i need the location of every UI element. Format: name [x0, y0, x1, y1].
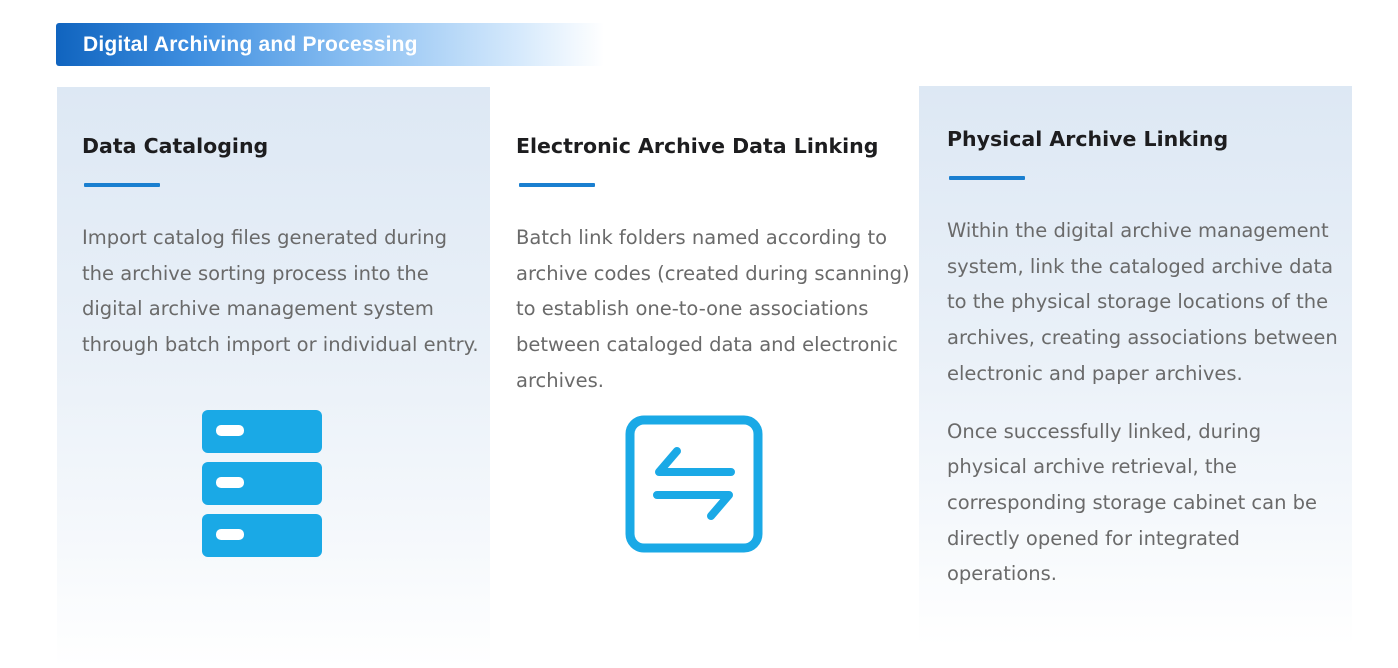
card-paragraph: Within the digital archive management system, link the cataloged archive data to the physical storage locations of the archives, creating associations between electronic and paper archives.	[947, 219, 1338, 385]
card-title: Physical Archive Linking	[947, 127, 1229, 151]
card-description	[947, 213, 1347, 592]
card-paragraph: Batch link folders named according to archive codes (created during scanning) to establish one-to-one associations between cataloged data and electronic archives.	[516, 226, 910, 392]
section-header-banner	[56, 23, 604, 66]
title-underline	[84, 183, 160, 187]
server-indicator	[216, 425, 244, 436]
card-title: Data Cataloging	[82, 134, 269, 158]
section-title: Digital Archiving and Processing	[83, 33, 418, 56]
swap-arrows-icon	[625, 415, 763, 553]
card-title: Electronic Archive Data Linking	[516, 134, 879, 158]
server-indicator	[216, 477, 244, 488]
arrow-right	[657, 495, 729, 516]
icon-frame	[630, 420, 758, 548]
card-description	[516, 220, 914, 399]
server-indicator	[216, 529, 244, 540]
server-stack-icon	[202, 410, 322, 557]
card-data-cataloging	[57, 87, 490, 668]
card-paragraph: Once successfully linked, during physical archive retrieval, the corresponding storage cabinet can be directly opened for integrated operations.	[947, 419, 1318, 586]
title-underline	[949, 176, 1025, 180]
card-electronic-archive-linking	[490, 87, 919, 668]
title-underline	[519, 183, 595, 187]
card-physical-archive-linking	[919, 86, 1352, 646]
card-description	[82, 220, 482, 363]
card-paragraph: Import catalog files generated during the archive sorting process into the digital archive management system through batch import or individual entry.	[82, 226, 479, 357]
arrow-left	[659, 451, 731, 472]
